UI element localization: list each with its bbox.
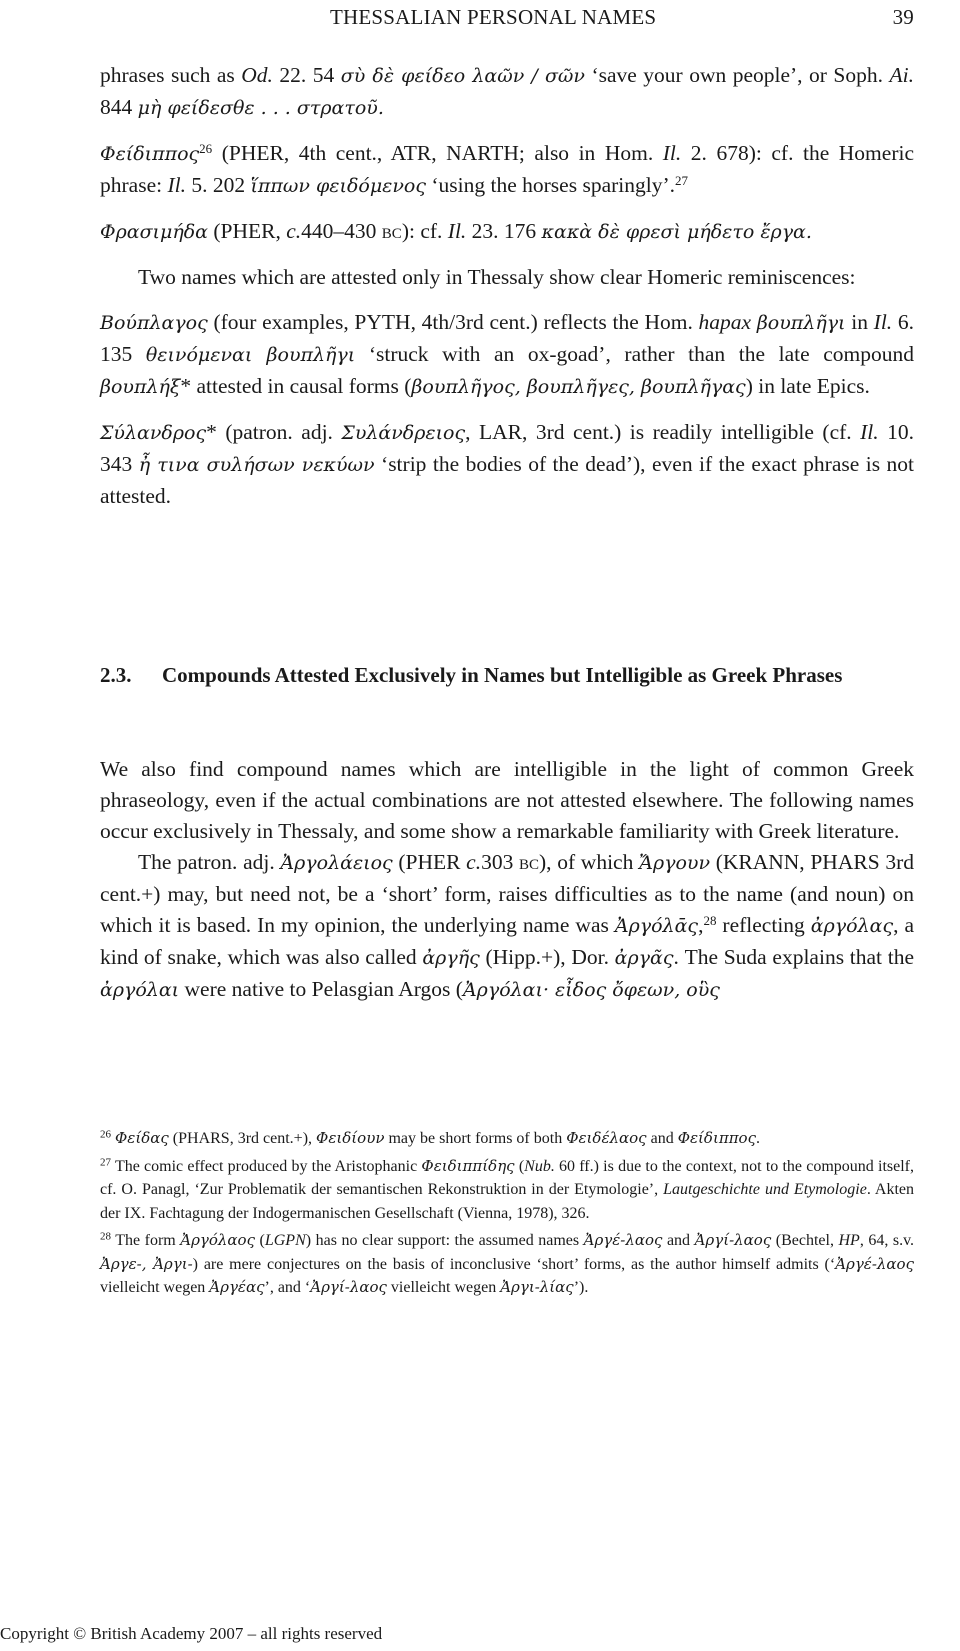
entry-pheidippos: [100, 138, 914, 202]
text-run: HP: [838, 1232, 860, 1249]
section-title: Compounds Attested Exclusively in Names but Intelligible as Greek Phrases: [162, 663, 843, 687]
text-run: bc: [519, 850, 540, 874]
greek-text: ἦ τινα συλήσων νεκύων: [138, 454, 375, 476]
greek-text: ἀργόλαι: [100, 979, 180, 1001]
greek-text: Ἀργί-λαος: [694, 1231, 772, 1249]
text-run: ’, and ‘: [264, 1279, 311, 1296]
section-number: 2.3.: [100, 663, 132, 687]
greek-text: θεινόμεναι βουπλῆγι: [145, 344, 356, 366]
text-run: The form: [115, 1232, 181, 1249]
greek-text: Ἀργόλαι· εἶδος ὄφεων, οὓς: [462, 979, 720, 1001]
text-run: LGPN: [264, 1232, 306, 1249]
greek-text: ἵππων φειδόμενος: [250, 175, 426, 197]
text-run: (: [254, 1232, 265, 1249]
text-run: ) in late Epics.: [745, 374, 870, 398]
text-run: 6. 135: [100, 310, 915, 366]
running-head: [100, 2, 914, 32]
footnote-number: 27: [100, 1156, 111, 1168]
footnote-divider: [100, 1100, 230, 1101]
greek-text: ἀργῆς: [422, 947, 480, 969]
text-run: (Hipp.+), Dor.: [479, 945, 615, 969]
footnote-26: [100, 1127, 914, 1151]
text-run: . Akten der IX. Fachtagung der Indogermanischen Gesellschaft (Vienna, 1978), 326.: [100, 1181, 915, 1222]
greek-text: βουπλήξ: [100, 376, 181, 398]
text-run: Il.: [447, 219, 467, 243]
entry-sylandros: [100, 417, 914, 512]
greek-headword: Φρασιμήδα: [100, 221, 208, 243]
footnotes: [100, 1127, 914, 1304]
greek-text: Ἀργέ-λαος: [583, 1231, 663, 1249]
greek-headword: Βούπλαγος: [100, 312, 208, 334]
greek-text: μὴ φείδεσθε . . . στρατοῦ.: [137, 97, 384, 119]
greek-text: Ἀργόλᾱς: [614, 915, 699, 937]
text-run: hapax: [698, 310, 752, 334]
greek-text: κακὰ δὲ φρεσὶ μήδετο ἔργα.: [541, 221, 812, 243]
text-run: Il.: [167, 173, 186, 197]
footnote-ref: 26: [199, 140, 213, 156]
text-run: (KRANN, PHARS 3rd cent.+) may, but need not, be a ‘short’ form, raises difficulties as to the name (and noun) on which it is based. In my opinion, the underlying name was: [100, 850, 914, 937]
greek-text: Φείδιππος: [677, 1129, 756, 1147]
text-run: , LAR, 3rd cent.) is readily intelligible (cf.: [465, 420, 861, 444]
text-run: (Bechtel,: [771, 1232, 839, 1249]
text-run: 5. 202: [185, 173, 251, 197]
paragraph-phrases: [100, 60, 914, 124]
greek-text: βουπλῆγος, βουπλῆγες, βουπλῆγας: [411, 376, 746, 398]
text-run: 2. 678): cf. the Homeric phrase:: [100, 141, 914, 197]
greek-text: Ἀργί-λαος: [310, 1278, 387, 1296]
text-run: may be short forms of both: [384, 1130, 567, 1147]
text-run: ’).: [573, 1279, 589, 1296]
text-run: 303: [481, 850, 519, 874]
text-run: 23. 176: [466, 219, 542, 243]
text-run: , 64, s.v.: [859, 1232, 915, 1249]
text-run: , a kind of snake, which was also called: [100, 913, 914, 969]
footnote-28: [100, 1229, 914, 1300]
entry-phrasimeda: [100, 216, 914, 248]
footnote-ref: 28: [703, 912, 717, 928]
text-run: . The Suda explains that the: [673, 945, 914, 969]
greek-text: Φειδίουν: [316, 1129, 385, 1147]
paragraph-compound-names: We also find compound names which are intelligible in the light of common Greek phraseology, even if the actual combinations are not attested elsewhere. The following names occur exclusively in Thessaly, and some show a remarkable familiarity with Greek literature.: [100, 757, 914, 843]
text-run: (four examples, PYTH, 4th/3rd cent.) reflects the Hom.: [207, 310, 699, 334]
text-run: Lautgeschichte und Etymologie: [663, 1181, 867, 1198]
text-run: The comic effect produced by the Aristophanic: [114, 1157, 422, 1175]
greek-text: Ἀργολάειος: [280, 852, 393, 874]
paragraph-argolaeios: [100, 847, 914, 1006]
text-run: ‘strip the bodies of the dead’), even if the exact phrase is not attested.: [100, 452, 915, 508]
text-run: Il.: [873, 310, 893, 334]
entry-bouplagos: [100, 307, 914, 403]
text-run: c.: [466, 850, 482, 874]
text-run: ‘save your own people’, or Soph.: [584, 63, 890, 87]
text-run: ) has no clear support: the assumed names: [305, 1232, 584, 1249]
footnote-number: 26: [100, 1128, 111, 1141]
text-run: ): cf.: [401, 219, 448, 243]
text-run: ), of which: [539, 850, 640, 874]
text-run: and: [646, 1130, 678, 1147]
greek-text: Ἀργι-λίας: [500, 1278, 574, 1296]
greek-text: Φειδιππίδης: [421, 1156, 515, 1175]
greek-headword: Φείδιππος: [100, 143, 200, 165]
text-run: (PHARS, 3rd cent.+),: [168, 1130, 317, 1147]
text-run: Nub.: [524, 1157, 555, 1175]
text-run: 60 ff.) is due to the context, not to the compound itself, cf. O. Panagl, ‘Zur Problematik der semantischen Rekonstruktion in der Etymologie’,: [100, 1157, 915, 1198]
text-run: ,: [698, 913, 704, 937]
text-run: * attested in causal forms (: [180, 374, 412, 398]
page-number: 39: [892, 5, 914, 29]
text-run: bc: [381, 219, 402, 243]
greek-text: ἀργόλας: [810, 915, 894, 937]
greek-text: Ἀργόλαος: [180, 1231, 255, 1249]
text-run: ‘struck with an ox-goad’, rather than the late compound: [355, 342, 914, 366]
text-run: * (patron. adj.: [206, 420, 342, 444]
text-run: Od.: [241, 63, 273, 87]
text-run: reflecting: [716, 913, 811, 937]
greek-text: βουπλῆγι: [756, 312, 846, 334]
text-run: (PHER: [392, 850, 467, 874]
text-run: Il.: [860, 420, 879, 444]
copyright-notice: Copyright © British Academy 2007 – all rights reserved: [0, 1624, 383, 1643]
greek-text: Ἀργέας: [209, 1278, 265, 1296]
text-run: vielleicht wegen: [100, 1279, 210, 1296]
running-head-title: THESSALIAN PERSONAL NAMES: [330, 5, 657, 29]
footnote-27: [100, 1155, 914, 1226]
footnote-ref: 27: [675, 172, 689, 188]
text-run: (PHER, 4th cent., ATR, NARTH; also in Hom.: [212, 141, 663, 165]
text-run: ‘using the horses sparingly’.: [426, 173, 676, 197]
greek-text: Ἀργέ-λαος: [835, 1254, 914, 1273]
text-run: .: [756, 1130, 760, 1147]
text-run: 22. 54: [272, 63, 341, 87]
text-run: phrases such as: [100, 63, 242, 87]
greek-text: Φείδας: [115, 1129, 169, 1147]
footnote-number: 28: [100, 1230, 111, 1243]
text-run: 440–430: [301, 219, 382, 243]
text-run: The patron. adj.: [138, 850, 281, 874]
paragraph-homeric-reminiscences: Two names which are attested only in Thessaly show clear Homeric reminiscences:: [138, 265, 856, 289]
text-run: (: [514, 1157, 525, 1175]
greek-text: Ἄργουν: [639, 852, 711, 874]
greek-headword: Σύλανδρος: [100, 422, 207, 444]
text-run: 10. 343: [100, 420, 914, 476]
greek-text: ἀργᾶς: [614, 947, 674, 969]
text-run: and: [662, 1232, 695, 1249]
text-run: c.: [286, 219, 302, 243]
greek-text: σὺ δὲ φείδεο λαῶν / σῶν: [340, 65, 585, 87]
body-text: [100, 60, 914, 512]
text-run: were native to Pelasgian Argos (: [179, 977, 463, 1001]
greek-text: Φειδέλαος: [566, 1129, 647, 1147]
text-run: (PHER,: [208, 219, 287, 243]
section-body: [100, 754, 914, 1006]
greek-text: Συλάνδρειος: [341, 422, 466, 444]
text-run: in: [845, 310, 874, 334]
text-run: vielleicht wegen: [386, 1279, 501, 1296]
text-run: ) are mere conjectures on the basis of inconclusive ‘short’ forms, as the author himself admits (‘: [192, 1255, 836, 1273]
text-run: Il.: [662, 141, 682, 165]
text-run: 844: [100, 95, 138, 119]
text-run: Ai.: [889, 63, 914, 87]
greek-text: Ἀργε-, Ἀργι-: [100, 1254, 193, 1273]
